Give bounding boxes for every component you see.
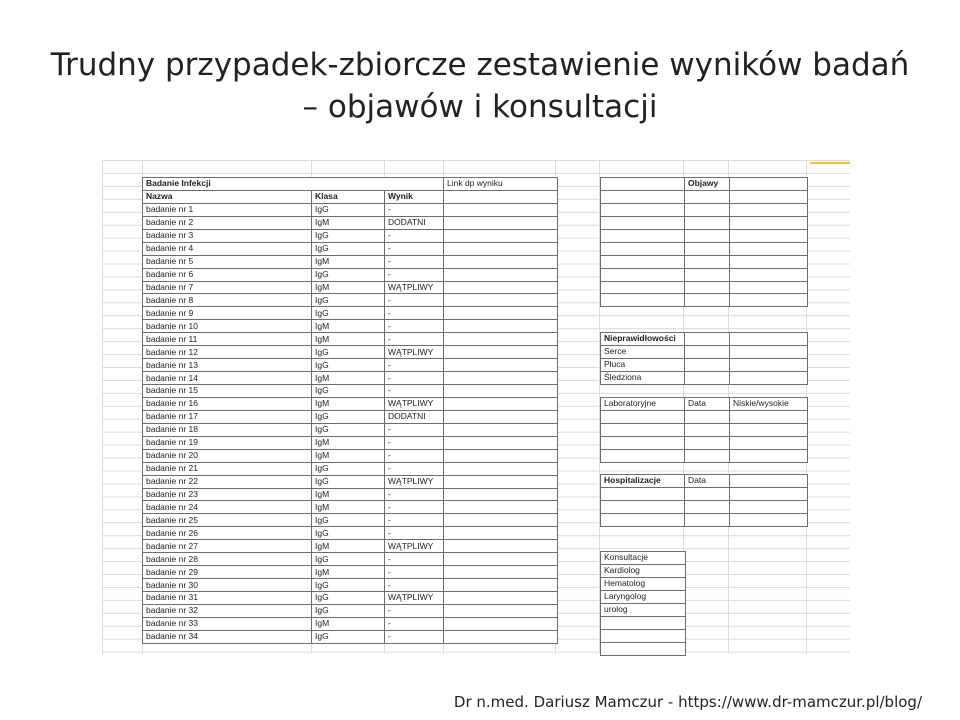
- hosp-col-date: Data: [685, 475, 730, 488]
- cell-cls: IgG: [312, 359, 385, 372]
- slide-title: [40, 44, 920, 128]
- table-row: [143, 630, 558, 643]
- symptoms-cell[interactable]: [601, 268, 685, 281]
- table-row: [143, 255, 558, 268]
- cell-result: DODATNI: [385, 216, 444, 229]
- abnormality-lungs: Płuca: [601, 358, 685, 371]
- cell-link[interactable]: [444, 359, 558, 372]
- cell-result: -: [385, 320, 444, 333]
- consult-row: [601, 603, 686, 616]
- title-line-2: – objawów i konsultacji: [302, 89, 658, 125]
- cell-link[interactable]: [444, 423, 558, 436]
- cell-result: -: [385, 449, 444, 462]
- cell-cls: IgG: [312, 242, 385, 255]
- cell-cls: IgG: [312, 475, 385, 488]
- cell-result: -: [385, 566, 444, 579]
- symptoms-cell[interactable]: [601, 294, 685, 307]
- cell-result: -: [385, 501, 444, 514]
- table-row: [143, 527, 558, 540]
- cell-name: badanie nr 5: [143, 255, 312, 268]
- cell-link[interactable]: [444, 514, 558, 527]
- hosp-cell[interactable]: [685, 487, 730, 500]
- col-header-class: Klasa: [312, 190, 385, 203]
- cell-link[interactable]: [444, 410, 558, 423]
- cell-link[interactable]: [444, 501, 558, 514]
- cell-cls: IgM: [312, 372, 385, 385]
- abnormalities-cell[interactable]: [685, 358, 730, 371]
- cell-link[interactable]: [444, 255, 558, 268]
- table-row: [143, 385, 558, 398]
- col-header-name: Nazwa: [143, 190, 312, 203]
- abnormalities-cell[interactable]: [685, 371, 730, 384]
- consult-row: [601, 616, 686, 629]
- cell-result: -: [385, 488, 444, 501]
- consult-urology: urolog: [601, 603, 686, 616]
- cell-name: badanie nr 8: [143, 294, 312, 307]
- results-table: [142, 177, 558, 644]
- symptoms-cell[interactable]: [685, 242, 730, 255]
- abnormalities-cell[interactable]: [685, 345, 730, 358]
- symptoms-cell[interactable]: [601, 255, 685, 268]
- table-row: [143, 514, 558, 527]
- cell-result: -: [385, 436, 444, 449]
- table-row: [143, 307, 558, 320]
- cell-link[interactable]: [444, 333, 558, 346]
- cell-link[interactable]: [444, 579, 558, 592]
- cell-result: -: [385, 385, 444, 398]
- cell-name: badanie nr 32: [143, 604, 312, 617]
- cell-name: badanie nr 23: [143, 488, 312, 501]
- lab-col-date: Data: [685, 398, 730, 411]
- lab-row: [601, 423, 808, 436]
- lab-cell[interactable]: [601, 410, 685, 423]
- results-columns-row: [143, 190, 558, 203]
- cell-cls: IgG: [312, 385, 385, 398]
- cell-cls: IgM: [312, 566, 385, 579]
- abnormalities-row: [601, 345, 808, 358]
- cell-name: badanie nr 26: [143, 527, 312, 540]
- symptoms-cell[interactable]: [730, 190, 808, 203]
- table-row: [143, 604, 558, 617]
- cell-result: -: [385, 604, 444, 617]
- abnormalities-cell[interactable]: [685, 333, 730, 346]
- cell-cls: IgG: [312, 229, 385, 242]
- symptoms-cell[interactable]: [730, 178, 808, 191]
- link-header[interactable]: Link dp wyniku: [444, 178, 558, 191]
- table-row: [143, 462, 558, 475]
- cell-cls: IgG: [312, 268, 385, 281]
- consult-cardiology: Kardiolog: [601, 564, 686, 577]
- cell-link[interactable]: [444, 630, 558, 643]
- cell-cls: IgM: [312, 397, 385, 410]
- cell-result: WĄTPLIWY: [385, 592, 444, 605]
- consult-row: [601, 642, 686, 655]
- abnormalities-header-row: [601, 333, 808, 346]
- table-row: [143, 540, 558, 553]
- lab-cell[interactable]: [730, 410, 808, 423]
- cell-name: badanie nr 7: [143, 281, 312, 294]
- table-row: [143, 242, 558, 255]
- cell-name: badanie nr 15: [143, 385, 312, 398]
- table-row: [143, 333, 558, 346]
- cell-result: -: [385, 630, 444, 643]
- symptoms-row: [601, 268, 808, 281]
- hosp-row: [601, 487, 808, 500]
- cell-name: badanie nr 34: [143, 630, 312, 643]
- cell-cls: IgG: [312, 630, 385, 643]
- cell-name: badanie nr 13: [143, 359, 312, 372]
- abnormality-heart: Serce: [601, 345, 685, 358]
- cell-cls: IgM: [312, 255, 385, 268]
- lab-table: [600, 397, 808, 463]
- consult-cell[interactable]: [601, 642, 686, 655]
- cell-result: WĄTPLIWY: [385, 475, 444, 488]
- cell-name: badanie nr 31: [143, 592, 312, 605]
- table-row: [143, 475, 558, 488]
- cell-cls: IgM: [312, 333, 385, 346]
- lab-cell[interactable]: [685, 436, 730, 449]
- symptoms-cell[interactable]: [685, 268, 730, 281]
- cell-result: WĄTPLIWY: [385, 281, 444, 294]
- consult-cell[interactable]: [601, 616, 686, 629]
- symptoms-cell[interactable]: [730, 255, 808, 268]
- consult-row: [601, 564, 686, 577]
- cell-cls: IgG: [312, 203, 385, 216]
- symptoms-row: [601, 242, 808, 255]
- table-row: [143, 281, 558, 294]
- cell-cls: IgG: [312, 346, 385, 359]
- cell-cls: IgM: [312, 617, 385, 630]
- symptoms-cell[interactable]: [730, 203, 808, 216]
- cell-link[interactable]: [444, 242, 558, 255]
- symptoms-title: Objawy: [685, 178, 730, 191]
- abnormalities-cell[interactable]: [730, 358, 808, 371]
- cell-link[interactable]: [444, 229, 558, 242]
- cell-cls: IgM: [312, 449, 385, 462]
- cell-link[interactable]: [444, 268, 558, 281]
- cell-name: badanie nr 18: [143, 423, 312, 436]
- symptoms-row: [601, 190, 808, 203]
- table-row: [143, 372, 558, 385]
- symptoms-cell[interactable]: [730, 242, 808, 255]
- cell-result: -: [385, 527, 444, 540]
- lab-row: [601, 410, 808, 423]
- hosp-col-title: Hospitalizacje: [601, 475, 685, 488]
- cell-link[interactable]: [444, 294, 558, 307]
- symptoms-cell[interactable]: [685, 255, 730, 268]
- lab-cell[interactable]: [601, 423, 685, 436]
- cell-name: badanie nr 2: [143, 216, 312, 229]
- table-row: [143, 553, 558, 566]
- cell-link[interactable]: [444, 203, 558, 216]
- consultations-table: [600, 551, 686, 656]
- cell-result: -: [385, 255, 444, 268]
- symptoms-header-row: [601, 178, 808, 191]
- lab-cell[interactable]: [730, 436, 808, 449]
- cell-name: badanie nr 22: [143, 475, 312, 488]
- consult-cell[interactable]: [601, 629, 686, 642]
- hospitalization-table: [600, 474, 808, 527]
- cell-link[interactable]: [444, 488, 558, 501]
- hosp-cell[interactable]: [601, 513, 685, 526]
- table-row: [143, 268, 558, 281]
- hosp-cell[interactable]: [730, 500, 808, 513]
- table-row: [143, 579, 558, 592]
- cell-name: badanie nr 12: [143, 346, 312, 359]
- lab-col-level: Niskie/wysokie: [730, 398, 808, 411]
- cell-cls: IgM: [312, 436, 385, 449]
- cell-result: -: [385, 229, 444, 242]
- symptoms-cell[interactable]: [685, 281, 730, 294]
- cell-cls: IgM: [312, 216, 385, 229]
- lab-cell[interactable]: [685, 410, 730, 423]
- cell-result: WĄTPLIWY: [385, 397, 444, 410]
- table-row: [143, 320, 558, 333]
- cell-name: badanie nr 19: [143, 436, 312, 449]
- cell-link[interactable]: [444, 462, 558, 475]
- symptoms-cell[interactable]: [601, 229, 685, 242]
- cell-cls: IgG: [312, 553, 385, 566]
- cell-cls: IgG: [312, 410, 385, 423]
- consult-header-row: [601, 552, 686, 565]
- lab-cell[interactable]: [730, 449, 808, 462]
- symptoms-row: [601, 294, 808, 307]
- consult-laryngology: Laryngolog: [601, 590, 686, 603]
- cell-name: badanie nr 1: [143, 203, 312, 216]
- cell-result: -: [385, 514, 444, 527]
- consult-row: [601, 577, 686, 590]
- cell-name: badanie nr 24: [143, 501, 312, 514]
- cell-link[interactable]: [444, 436, 558, 449]
- symptoms-cell[interactable]: [730, 281, 808, 294]
- title-line-1: Trudny przypadek-zbiorcze zestawienie wyników badań: [50, 47, 910, 83]
- abnormality-spleen: Śledziona: [601, 371, 685, 384]
- abnormalities-row: [601, 371, 808, 384]
- table-row: [143, 449, 558, 462]
- symptoms-cell[interactable]: [730, 216, 808, 229]
- table-row: [143, 294, 558, 307]
- cell-link[interactable]: [444, 397, 558, 410]
- cell-link[interactable]: [444, 281, 558, 294]
- abnormalities-cell[interactable]: [730, 333, 808, 346]
- cell-result: DODATNI: [385, 410, 444, 423]
- symptoms-cell[interactable]: [601, 203, 685, 216]
- cell-result: -: [385, 268, 444, 281]
- cell-cls: IgG: [312, 294, 385, 307]
- consult-hematology: Hematolog: [601, 577, 686, 590]
- lab-header-row: [601, 398, 808, 411]
- table-row: [143, 397, 558, 410]
- table-row: [143, 359, 558, 372]
- abnormalities-cell[interactable]: [730, 345, 808, 358]
- cell-result: -: [385, 359, 444, 372]
- table-row: [143, 346, 558, 359]
- cell-name: badanie nr 4: [143, 242, 312, 255]
- cell-name: badanie nr 11: [143, 333, 312, 346]
- hosp-cell[interactable]: [601, 500, 685, 513]
- abnormalities-table: [600, 332, 808, 385]
- cell-cls: IgM: [312, 320, 385, 333]
- cell-name: badanie nr 29: [143, 566, 312, 579]
- selection-accent: [810, 162, 850, 164]
- abnormalities-row: [601, 358, 808, 371]
- cell-link[interactable]: [444, 320, 558, 333]
- symptoms-cell[interactable]: [601, 216, 685, 229]
- col-header-result: Wynik: [385, 190, 444, 203]
- cell-result: -: [385, 462, 444, 475]
- table-row: [143, 592, 558, 605]
- lab-cell[interactable]: [601, 436, 685, 449]
- cell-name: badanie nr 3: [143, 229, 312, 242]
- abnormalities-cell[interactable]: [730, 371, 808, 384]
- cell-link[interactable]: [444, 475, 558, 488]
- cell-result: WĄTPLIWY: [385, 540, 444, 553]
- symptoms-row: [601, 281, 808, 294]
- hosp-header-row: [601, 475, 808, 488]
- lab-cell[interactable]: [730, 423, 808, 436]
- hosp-cell[interactable]: [730, 487, 808, 500]
- hosp-cell[interactable]: [685, 513, 730, 526]
- lab-cell[interactable]: [685, 423, 730, 436]
- cell-name: badanie nr 28: [143, 553, 312, 566]
- table-row: [143, 410, 558, 423]
- cell-result: -: [385, 617, 444, 630]
- cell-link[interactable]: [444, 385, 558, 398]
- cell-name: badanie nr 14: [143, 372, 312, 385]
- cell-name: badanie nr 33: [143, 617, 312, 630]
- lab-cell[interactable]: [601, 449, 685, 462]
- cell-cls: IgG: [312, 423, 385, 436]
- symptoms-cell[interactable]: [601, 178, 685, 191]
- lab-row: [601, 449, 808, 462]
- symptoms-row: [601, 203, 808, 216]
- cell-link[interactable]: [444, 617, 558, 630]
- symptoms-table: [600, 177, 808, 307]
- table-row: [143, 488, 558, 501]
- cell-cls: IgG: [312, 604, 385, 617]
- cell-link[interactable]: [444, 592, 558, 605]
- cell-cls: IgG: [312, 592, 385, 605]
- table-row: [143, 617, 558, 630]
- cell-result: -: [385, 553, 444, 566]
- cell-link[interactable]: [444, 372, 558, 385]
- cell-result: -: [385, 307, 444, 320]
- cell-cls: IgG: [312, 579, 385, 592]
- lab-col-title: Laboratoryjne: [601, 398, 685, 411]
- cell-name: badanie nr 25: [143, 514, 312, 527]
- cell-name: badanie nr 21: [143, 462, 312, 475]
- cell-name: badanie nr 20: [143, 449, 312, 462]
- cell-cls: IgM: [312, 488, 385, 501]
- symptoms-cell[interactable]: [685, 229, 730, 242]
- symptoms-row: [601, 255, 808, 268]
- cell-result: -: [385, 242, 444, 255]
- hosp-cell[interactable]: [730, 513, 808, 526]
- cell-cls: IgM: [312, 501, 385, 514]
- hosp-cell[interactable]: [601, 487, 685, 500]
- cell-name: badanie nr 10: [143, 320, 312, 333]
- cell-name: badanie nr 30: [143, 579, 312, 592]
- cell-cls: IgM: [312, 281, 385, 294]
- table-row: [143, 436, 558, 449]
- cell-cls: IgG: [312, 307, 385, 320]
- cell-result: -: [385, 294, 444, 307]
- cell-result: -: [385, 423, 444, 436]
- symptoms-cell[interactable]: [730, 268, 808, 281]
- hosp-row: [601, 513, 808, 526]
- cell-result: -: [385, 579, 444, 592]
- symptoms-cell[interactable]: [601, 242, 685, 255]
- cell-name: badanie nr 27: [143, 540, 312, 553]
- lab-cell[interactable]: [685, 449, 730, 462]
- symptoms-cell[interactable]: [685, 294, 730, 307]
- footer-credit: Dr n.med. Dariusz Mamczur - https://www.dr-mamczur.pl/blog/: [453, 693, 922, 711]
- results-header-row: [143, 178, 558, 191]
- table-row: [143, 566, 558, 579]
- consult-title: Konsultacje: [601, 552, 686, 565]
- symptoms-cell[interactable]: [685, 203, 730, 216]
- symptoms-cell[interactable]: [730, 294, 808, 307]
- cell-link[interactable]: [444, 307, 558, 320]
- symptoms-row: [601, 216, 808, 229]
- cell-result: -: [385, 333, 444, 346]
- cell-link[interactable]: [444, 566, 558, 579]
- results-title: Badanie Infekcji: [143, 178, 444, 191]
- hosp-cell[interactable]: [685, 500, 730, 513]
- cell-result: -: [385, 203, 444, 216]
- table-row: [143, 216, 558, 229]
- lab-row: [601, 436, 808, 449]
- symptoms-row: [601, 229, 808, 242]
- table-row: [143, 501, 558, 514]
- cell-link[interactable]: [444, 449, 558, 462]
- cell-link[interactable]: [444, 346, 558, 359]
- consult-row: [601, 629, 686, 642]
- symptoms-cell[interactable]: [730, 229, 808, 242]
- cell-name: badanie nr 16: [143, 397, 312, 410]
- cell-cls: IgG: [312, 527, 385, 540]
- table-row: [143, 423, 558, 436]
- cell-cls: IgG: [312, 462, 385, 475]
- symptoms-cell[interactable]: [601, 190, 685, 203]
- cell-name: badanie nr 17: [143, 410, 312, 423]
- cell-name: badanie nr 9: [143, 307, 312, 320]
- cell-result: WĄTPLIWY: [385, 346, 444, 359]
- symptoms-cell[interactable]: [601, 281, 685, 294]
- table-row: [143, 229, 558, 242]
- cell-link[interactable]: [444, 527, 558, 540]
- cell-name: badanie nr 6: [143, 268, 312, 281]
- col-header-link[interactable]: [444, 190, 558, 203]
- symptoms-cell[interactable]: [685, 190, 730, 203]
- hosp-cell[interactable]: [730, 475, 808, 488]
- consult-row: [601, 590, 686, 603]
- cell-cls: IgG: [312, 514, 385, 527]
- cell-cls: IgM: [312, 540, 385, 553]
- cell-link[interactable]: [444, 553, 558, 566]
- hosp-row: [601, 500, 808, 513]
- table-row: [143, 203, 558, 216]
- cell-link[interactable]: [444, 216, 558, 229]
- symptoms-cell[interactable]: [685, 216, 730, 229]
- cell-link[interactable]: [444, 540, 558, 553]
- cell-link[interactable]: [444, 604, 558, 617]
- cell-result: -: [385, 372, 444, 385]
- abnormalities-title: Nieprawidłowości: [601, 333, 685, 346]
